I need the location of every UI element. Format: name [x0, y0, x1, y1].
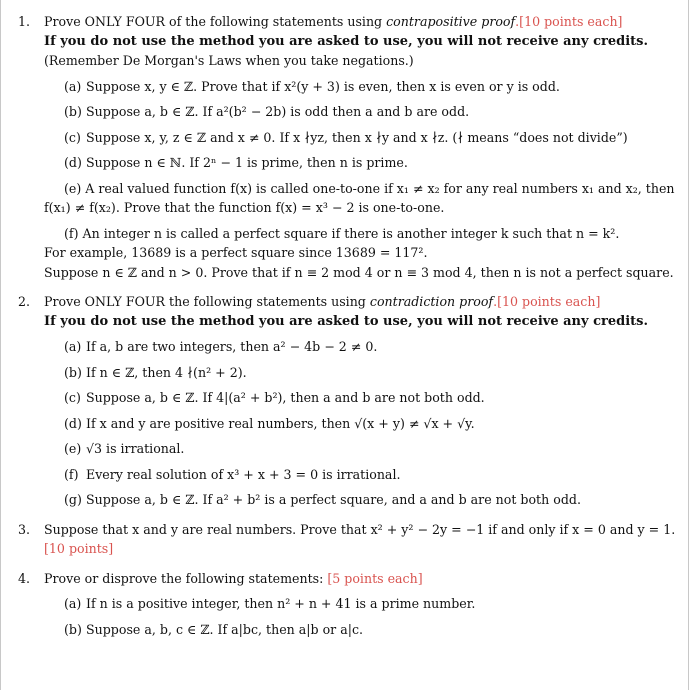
statement-b: (b) Suppose a, b ∈ ℤ. If a²(b² − 2b) is odd then a and b are odd.	[64, 104, 470, 119]
problem-2	[18, 292, 680, 510]
statement-a: (a) If n is a positive integer, then n² + n + 41 is a prime number.	[64, 596, 476, 611]
statement-f: (f) An integer n is called a perfect square if there is another integer k such that n = k².	[64, 225, 620, 241]
de-morgan-note: (Remember De Morgan's Laws when you take negations.)	[44, 53, 414, 68]
problem-3	[18, 520, 680, 559]
statement-list	[64, 77, 680, 173]
points-note: [5 points each]	[327, 570, 423, 586]
statement-e: (e) √3 is irrational.	[64, 441, 185, 456]
statement-e: (e) A real valued function f(x) is called one-to-one if x₁ ≠ x₂ for any real numbers x₁ and x₂, then f(x₁) ≠ f(x₂). Prove that the function f(x) = x³ − 2 is one-to-one.	[44, 180, 675, 215]
statement-c: (c) Suppose x, y, z ∈ ℤ and x ≠ 0. If x ∤yz, then x ∤y and x ∤z. (∤ means “does not divide”)	[64, 129, 628, 145]
credit-warning: If you do not use the method you are asked to use, you will not receive any credits.	[44, 313, 648, 329]
credit-warning: If you do not use the method you are asked to use, you will not receive any credits.	[44, 33, 648, 49]
method-name: contrapositive proof	[386, 14, 516, 29]
statement-list	[64, 337, 680, 510]
points-note: [10 points]	[44, 541, 114, 556]
problem-instruction: Prove ONLY FOUR the following statements using contradiction proof.[10 points each]	[44, 294, 601, 309]
perfect-square-example: For example, 13689 is a perfect square since 13689 = 117².	[44, 245, 428, 260]
problem-1	[18, 12, 680, 282]
points-note: .[10 points each]	[493, 294, 601, 309]
statement-a: (a) If a, b are two integers, then a² − 4b − 2 ≠ 0.	[64, 339, 378, 354]
problem-text: Suppose that x and y are real numbers. Prove that x² + y² − 2y = −1 if and only if x = 0 and y = 1. [10 points]	[44, 521, 676, 556]
perfect-square-claim: Suppose n ∈ ℤ and n > 0. Prove that if n ≡ 2 mod 4 or n ≡ 3 mod 4, then n is not a perfect square.	[44, 264, 674, 280]
statement-c: (c) Suppose a, b ∈ ℤ. If 4|(a² + b²), then a and b are not both odd.	[64, 390, 485, 405]
problem-instruction: Prove ONLY FOUR of the following statements using contrapositive proof.[10 points each]	[44, 14, 623, 29]
page-left-border	[0, 0, 1, 690]
problem-number: 1.	[18, 14, 31, 29]
statement-f: (f) Every real solution of x³ + x + 3 = 0 is irrational.	[64, 466, 401, 482]
statement-a: (a) Suppose x, y ∈ ℤ. Prove that if x²(y + 3) is even, then x is even or y is odd.	[64, 78, 560, 94]
homework-page	[18, 12, 680, 639]
statement-g: (g) Suppose a, b ∈ ℤ. If a² + b² is a perfect square, and a and b are not both odd.	[64, 492, 581, 507]
statement-d: (d) Suppose n ∈ ℕ. If 2ⁿ − 1 is prime, then n is prime.	[64, 155, 408, 170]
statement-d: (d) If x and y are positive real numbers, then √(x + y) ≠ √x + √y.	[64, 415, 475, 431]
problem-number: 4.	[18, 570, 31, 586]
problem-instruction: Prove or disprove the following statements: [5 points each]	[44, 570, 423, 586]
problem-4	[18, 569, 680, 640]
statement-b: (b) Suppose a, b, c ∈ ℤ. If a|bc, then a|b or a|c.	[64, 621, 364, 637]
page-right-border	[688, 0, 689, 690]
problem-number: 3.	[18, 521, 31, 537]
statement-b: (b) If n ∈ ℤ, then 4 ∤(n² + 2).	[64, 364, 247, 380]
method-name: contradiction proof	[369, 294, 494, 309]
statement-list	[64, 594, 680, 639]
problem-number: 2.	[18, 294, 31, 309]
points-note: .[10 points each]	[515, 14, 623, 29]
